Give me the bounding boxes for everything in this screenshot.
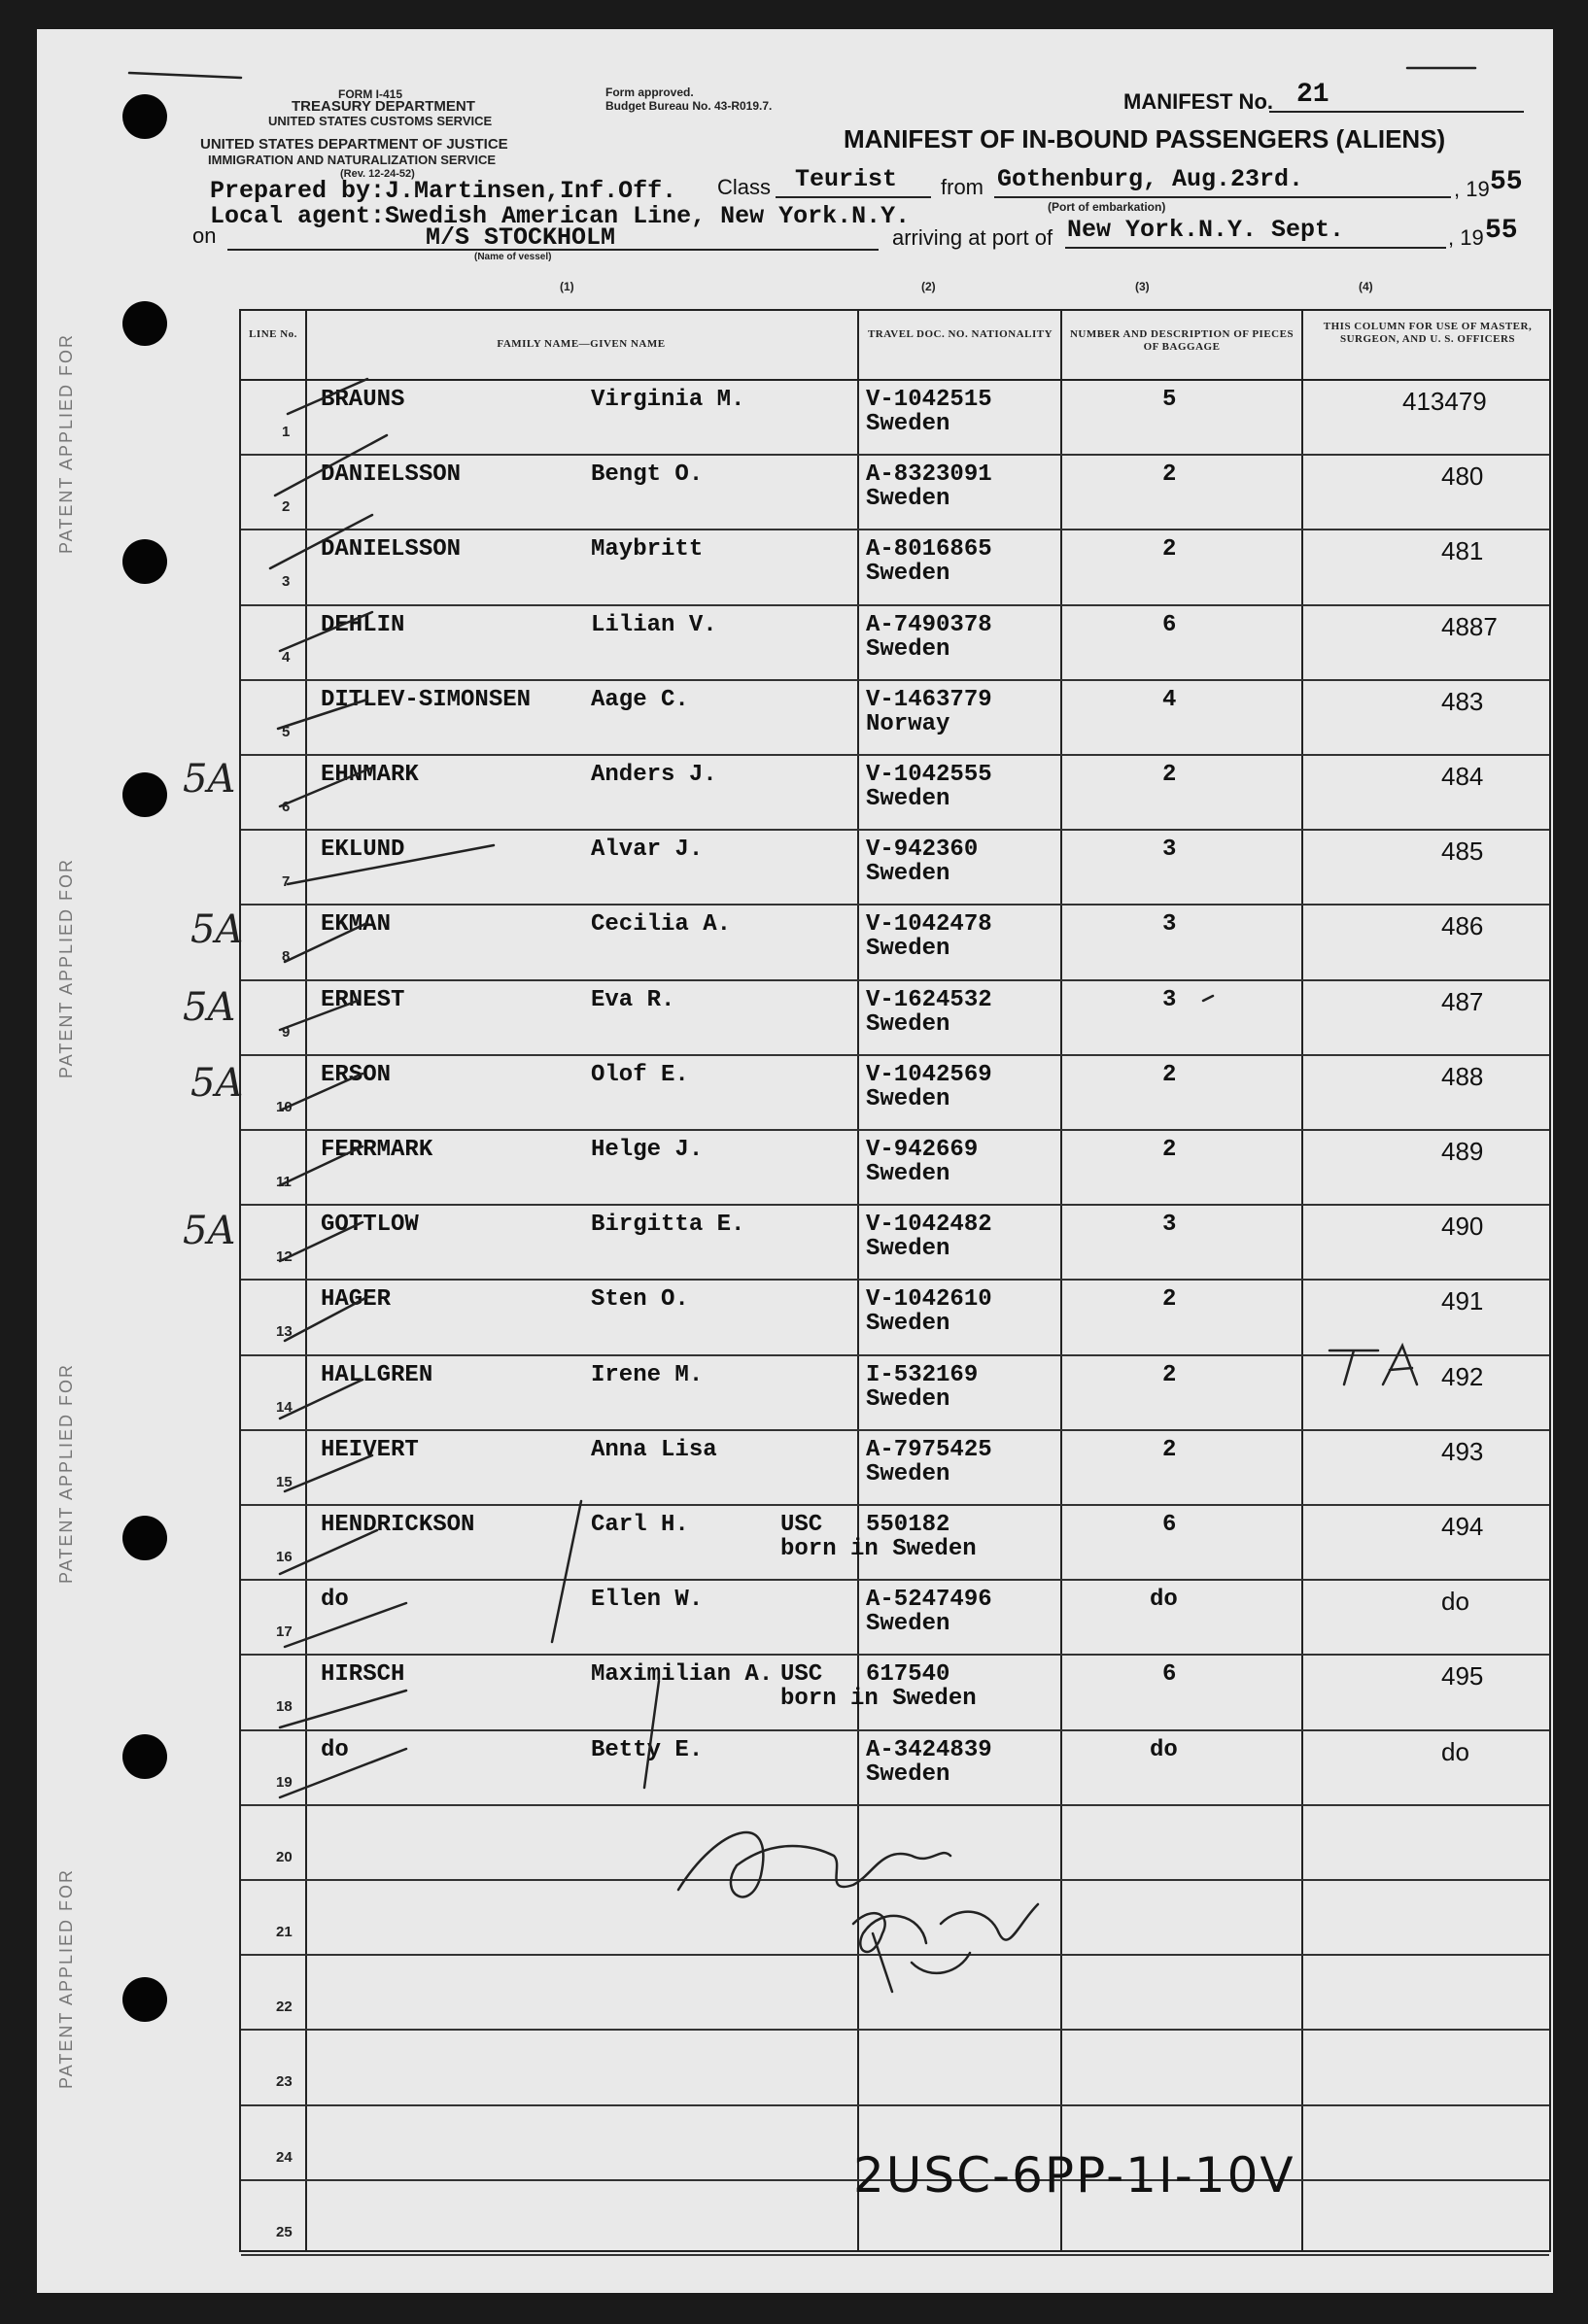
- baggage-count: do: [1150, 1736, 1178, 1763]
- travel-doc-number: A-8016865: [866, 536, 992, 564]
- officer-number: 487: [1441, 986, 1484, 1016]
- family-name: ERNEST: [321, 986, 405, 1013]
- line-number: 19: [276, 1773, 293, 1791]
- baggage-count: 3: [1162, 837, 1177, 864]
- nationality: Sweden: [866, 1385, 950, 1413]
- baggage-count: 2: [1162, 1286, 1177, 1314]
- line-number: 10: [276, 1098, 293, 1115]
- line-number: 20: [276, 1848, 293, 1865]
- margin-note: 5A: [190, 1061, 244, 1106]
- col-number-1: (1): [560, 280, 574, 293]
- given-name: Virginia M.: [591, 387, 745, 413]
- from-label: from: [941, 175, 984, 199]
- family-name: EHNMARK: [321, 762, 419, 788]
- given-name: Lilian V.: [591, 611, 717, 638]
- given-name: Maximilian A.: [591, 1661, 774, 1689]
- officer-number: 493: [1441, 1436, 1484, 1466]
- travel-doc-number: V-942669: [866, 1137, 979, 1163]
- nationality: Sweden: [866, 1085, 950, 1112]
- family-name: DANIELSSON: [321, 536, 462, 564]
- family-name: ERSON: [321, 1061, 392, 1088]
- family-name: DITLEV-SIMONSEN: [321, 686, 532, 713]
- side-label: PATENT APPLIED FOR: [56, 857, 76, 1078]
- officer-number: 484: [1441, 762, 1484, 791]
- line-number: 4: [282, 648, 291, 666]
- nationality: Sweden: [866, 635, 950, 663]
- budget-bureau: Budget Bureau No. 43-R019.7.: [605, 99, 773, 113]
- line-number: 22: [276, 1999, 293, 2016]
- family-name: HEIVERT: [321, 1436, 419, 1463]
- family-name: HAGER: [321, 1286, 392, 1314]
- nationality: Norway: [866, 710, 950, 737]
- header-line-no: LINE No.: [249, 328, 297, 340]
- manifest-page: [37, 29, 1553, 2293]
- header-officers: THIS COLUMN FOR USE OF MASTER, SURGEON, AND U. S. OFFICERS: [1323, 321, 1533, 345]
- header-travel-doc: TRAVEL DOC. NO. NATIONALITY: [867, 328, 1053, 340]
- side-label: PATENT APPLIED FOR: [56, 1362, 76, 1584]
- arriving-port: New York.N.Y. Sept.: [1067, 216, 1345, 244]
- officer-number: 492: [1441, 1361, 1484, 1391]
- from-value: Gothenburg, Aug.23rd.: [997, 165, 1304, 193]
- nationality: Sweden: [866, 1460, 950, 1487]
- travel-doc-number: V-1042555: [866, 762, 992, 788]
- line-number: 18: [276, 1698, 293, 1716]
- family-name: do: [321, 1736, 349, 1763]
- baggage-count: 6: [1162, 1661, 1177, 1689]
- travel-doc-number: V-1624532: [866, 986, 992, 1013]
- family-name: EKMAN: [321, 911, 392, 939]
- officer-number: do: [1441, 1587, 1469, 1617]
- vessel-name: M/S STOCKHOLM: [426, 223, 616, 252]
- given-name: Maybritt: [591, 536, 704, 564]
- given-name: Helge J.: [591, 1137, 704, 1163]
- line-number: 7: [282, 873, 291, 891]
- class-label: Class: [717, 175, 772, 199]
- nationality: Sweden: [866, 411, 950, 437]
- prepared-by: Prepared by:J.Martinsen,Inf.Off.: [210, 177, 677, 205]
- officer-number: do: [1441, 1736, 1469, 1766]
- officer-number: 489: [1441, 1137, 1484, 1166]
- line-number: 8: [282, 948, 291, 966]
- family-name: FERRMARK: [321, 1137, 433, 1163]
- nationality: Sweden: [866, 1236, 950, 1263]
- baggage-count: 5: [1162, 387, 1177, 413]
- form-number: FORM I-415: [338, 87, 403, 101]
- baggage-count: 2: [1162, 762, 1177, 788]
- baggage-count: 3: [1162, 986, 1177, 1013]
- family-name: DANIELSSON: [321, 461, 462, 489]
- officer-number: 481: [1441, 536, 1484, 566]
- family-name: DEHLIN: [321, 611, 405, 638]
- page-title: MANIFEST OF IN-BOUND PASSENGERS (ALIENS): [844, 124, 1446, 154]
- travel-doc-number: V-1042478: [866, 911, 992, 939]
- dept-immigration: IMMIGRATION AND NATURALIZATION SERVICE: [208, 153, 497, 167]
- given-name: Aage C.: [591, 686, 689, 713]
- baggage-count: 2: [1162, 1361, 1177, 1388]
- line-number: 2: [282, 498, 291, 516]
- baggage-count: 4: [1162, 686, 1177, 713]
- nationality: Sweden: [866, 486, 950, 513]
- family-name: HIRSCH: [321, 1661, 405, 1689]
- arriving-label: arriving at port of: [892, 225, 1053, 250]
- margin-note: 5A: [183, 985, 236, 1030]
- col-number-2: (2): [921, 280, 936, 293]
- on-label: on: [192, 223, 217, 248]
- travel-doc-number: I-532169: [866, 1361, 979, 1388]
- officer-number: 413479: [1402, 387, 1487, 416]
- travel-doc-number: V-1042610: [866, 1286, 992, 1314]
- family-name: do: [321, 1587, 349, 1614]
- line-number: 1: [282, 424, 291, 440]
- nationality: Sweden: [866, 1161, 950, 1187]
- line-number: 16: [276, 1549, 293, 1565]
- nationality: Sweden: [866, 1311, 950, 1338]
- travel-doc-number: V-1042482: [866, 1212, 992, 1239]
- line-number: 9: [282, 1023, 291, 1041]
- port-embark-label: (Port of embarkation): [1048, 200, 1166, 214]
- given-name: Birgitta E.: [591, 1212, 745, 1239]
- nationality: Sweden: [866, 1611, 950, 1638]
- given-name: Carl H.: [591, 1512, 689, 1538]
- col-number-4: (4): [1359, 280, 1373, 293]
- baggage-count: 2: [1162, 1137, 1177, 1163]
- given-name: Ellen W.: [591, 1587, 704, 1614]
- nationality: Sweden: [866, 1010, 950, 1038]
- nationality: Sweden: [866, 1760, 950, 1788]
- given-name: Irene M.: [591, 1361, 704, 1388]
- travel-doc-number: V-1042569: [866, 1061, 992, 1088]
- officer-number: 494: [1441, 1512, 1484, 1541]
- nationality: born in Sweden: [780, 1536, 977, 1562]
- given-name: Cecilia A.: [591, 911, 732, 939]
- line-number: 25: [276, 2223, 293, 2240]
- margin-note: 5A: [183, 1209, 236, 1253]
- baggage-count: 3: [1162, 1212, 1177, 1239]
- header-baggage: NUMBER AND DESCRIPTION OF PIECES OF BAGGAGE: [1069, 328, 1295, 353]
- travel-doc-number: A-7975425: [866, 1436, 992, 1463]
- family-name: EKLUND: [321, 837, 405, 864]
- handwritten-marks: [37, 29, 1553, 2293]
- year2-prefix: , 19: [1448, 225, 1484, 250]
- officer-number: 495: [1441, 1661, 1484, 1692]
- bottom-stamp: 2USC-6PP-1I-10V: [853, 2147, 1295, 2204]
- form-approved: Form approved.: [605, 85, 694, 99]
- vessel-label: (Name of vessel): [474, 252, 552, 262]
- travel-doc-number: A-3424839: [866, 1736, 992, 1763]
- travel-doc-number: V-942360: [866, 837, 979, 864]
- baggage-count: 6: [1162, 611, 1177, 638]
- officer-number: 480: [1441, 461, 1484, 492]
- citizenship-mark: USC: [780, 1661, 823, 1689]
- baggage-count: 2: [1162, 536, 1177, 564]
- line-number: 11: [276, 1174, 292, 1190]
- officer-number: 486: [1441, 911, 1484, 941]
- officer-number: 483: [1441, 686, 1484, 716]
- line-number: 21: [276, 1924, 293, 1940]
- given-name: Eva R.: [591, 986, 675, 1013]
- dept-justice: UNITED STATES DEPARTMENT OF JUSTICE: [200, 136, 508, 153]
- baggage-count: 6: [1162, 1512, 1177, 1538]
- nationality: Sweden: [866, 861, 950, 888]
- family-name: HALLGREN: [321, 1361, 433, 1388]
- travel-doc-number: 617540: [866, 1661, 950, 1689]
- given-name: Betty E.: [591, 1736, 704, 1763]
- col-number-3: (3): [1135, 280, 1150, 293]
- manifest-label: MANIFEST No.: [1123, 89, 1273, 114]
- margin-note: 5A: [190, 907, 244, 952]
- travel-doc-number: A-8323091: [866, 461, 992, 489]
- line-number: 12: [276, 1248, 293, 1266]
- line-number: 3: [282, 573, 291, 591]
- officer-number: 488: [1441, 1061, 1484, 1091]
- travel-doc-number: A-5247496: [866, 1587, 992, 1614]
- baggage-count: 2: [1162, 1061, 1177, 1088]
- given-name: Alvar J.: [591, 837, 704, 864]
- travel-doc-number: V-1042515: [866, 387, 992, 413]
- family-name: HENDRICKSON: [321, 1512, 475, 1538]
- given-name: Sten O.: [591, 1286, 689, 1314]
- dept-treasury: TREASURY DEPARTMENT: [292, 98, 475, 115]
- officer-number: 490: [1441, 1212, 1484, 1242]
- given-name: Anders J.: [591, 762, 717, 788]
- line-number: 23: [276, 2073, 293, 2091]
- side-label: PATENT APPLIED FOR: [56, 1867, 76, 2089]
- baggage-count: 3: [1162, 911, 1177, 939]
- nationality: born in Sweden: [780, 1686, 977, 1713]
- nationality: Sweden: [866, 786, 950, 812]
- family-name: GOTTLOW: [321, 1212, 419, 1239]
- line-number: 6: [282, 799, 291, 815]
- baggage-count: do: [1150, 1587, 1178, 1614]
- officer-number: 4887: [1441, 611, 1498, 641]
- travel-doc-number: V-1463779: [866, 686, 992, 713]
- officer-number: 485: [1441, 837, 1484, 867]
- line-number: 13: [276, 1323, 293, 1341]
- line-number: 24: [276, 2148, 293, 2166]
- line-number: 17: [276, 1623, 293, 1641]
- given-name: Bengt O.: [591, 461, 704, 489]
- officer-number: 491: [1441, 1286, 1484, 1316]
- dept-customs: UNITED STATES CUSTOMS SERVICE: [268, 114, 493, 128]
- revision: (Rev. 12-24-52): [340, 168, 415, 180]
- given-name: Olof E.: [591, 1061, 689, 1088]
- manifest-number: 21: [1296, 80, 1329, 110]
- nationality: Sweden: [866, 561, 950, 588]
- line-number: 15: [276, 1473, 293, 1490]
- local-agent: Local agent:Swedish American Line, New York.N.Y.: [210, 202, 911, 230]
- side-label: PATENT APPLIED FOR: [56, 332, 76, 554]
- baggage-count: 2: [1162, 1436, 1177, 1463]
- citizenship-mark: USC: [780, 1512, 823, 1538]
- travel-doc-number: A-7490378: [866, 611, 992, 638]
- given-name: Anna Lisa: [591, 1436, 717, 1463]
- baggage-count: 2: [1162, 461, 1177, 489]
- margin-note: 5A: [183, 757, 236, 802]
- class-value: Teurist: [795, 165, 898, 193]
- year2-value: 55: [1485, 216, 1518, 246]
- line-number: 5: [282, 723, 291, 740]
- travel-doc-number: 550182: [866, 1512, 950, 1538]
- family-name: BRAUNS: [321, 387, 405, 413]
- year1-value: 55: [1490, 167, 1523, 197]
- line-number: 14: [276, 1398, 293, 1416]
- nationality: Sweden: [866, 936, 950, 963]
- header-name: FAMILY NAME—GIVEN NAME: [497, 338, 666, 350]
- year1-prefix: , 19: [1454, 177, 1490, 201]
